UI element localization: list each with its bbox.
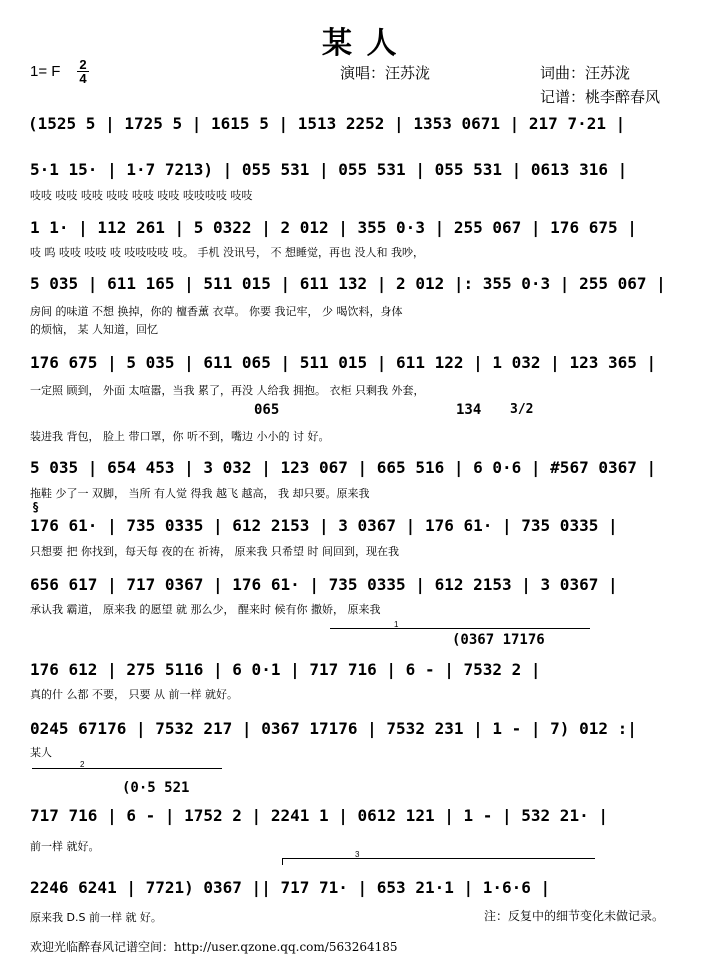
score-row-10: 0245 67176 | 7532 217 | 0367 17176 | 7532 231 | 1 - | 7) 012 :| <box>30 719 637 738</box>
segno-sign: § <box>32 500 40 514</box>
volta-1-notes: (0367 17176 <box>452 632 545 648</box>
volta-label-2: 2 <box>80 760 85 769</box>
score-row-8: 656 617 | 717 0367 | 176 61· | 735 0335 | 612 2153 | 3 0367 | <box>30 575 618 594</box>
alt-notes-134: 134 <box>456 402 482 418</box>
lyric-row-7: 只想要 把 你找到，每天每 夜的在 祈祷， 原来我 只希望 时 间回到，现在我 <box>30 545 399 558</box>
volta-label-1: 1 <box>394 620 399 629</box>
score-row-6: 5 035 | 654 453 | 3 032 | 123 067 | 665 516 | 6 0·6 | #567 0367 | <box>30 458 657 477</box>
score-row-5: 176 675 | 5 035 | 611 065 | 511 015 | 611 122 | 1 032 | 123 365 | <box>30 353 657 372</box>
footer-credit: 欢迎光临醉春风记谱空间：http://user.qzone.qq.com/563264185 <box>30 940 398 954</box>
time-top: 2 <box>79 57 87 72</box>
score-row-11: 717 716 | 6 - | 1752 2 | 2241 1 | 0612 121 | 1 - | 532 21· | <box>30 806 608 825</box>
score-row-9: 176 612 | 275 5116 | 6 0·1 | 717 716 | 6 - | 7532 2 | <box>30 660 541 679</box>
alt-frac-32: 3/2 <box>510 402 534 417</box>
score-row-7: 176 61· | 735 0335 | 612 2153 | 3 0367 | 176 61· | 735 0335 | <box>30 516 618 535</box>
lyric-row-8: 承认我 霸道， 原来我 的愿望 就 那么少， 醒来时 候有你 撒娇， 原来我 <box>30 603 381 616</box>
remark-note: 注：反复中的细节变化未做记录。 <box>484 909 665 923</box>
score-row-12: 2246 6241 | 7721) 0367 || 717 71· | 653 21·1 | 1·6·6 | <box>30 878 551 897</box>
transcriber-credit: 记谱：桃李醉春风 <box>540 88 661 106</box>
lyric-row-6: 拖鞋 少了一 双脚， 当所 有人觉 得我 越飞 越高， 我 却只要。原来我 <box>30 487 370 500</box>
lyric-row-2: 吱吱 吱吱 吱吱 吱吱 吱吱 吱吱 吱吱吱吱 吱吱 <box>30 189 253 202</box>
score-row-2: 5·1 15· | 1·7 7213) | 055 531 | 055 531 | 055 531 | 0613 316 | <box>30 160 628 179</box>
song-title: 某 人 <box>322 26 399 61</box>
volta-bracket-2 <box>32 760 222 775</box>
lyric-row-5b: 装进我 背包， 脸上 带口罩，你 听不到，嘴边 小小的 讨 好。 <box>30 430 330 443</box>
lyric-row-4a: 房间 的味道 不想 换掉，你的 檀香薰 衣草。 你要 我记牢， 少 喝饮料，身体 <box>30 305 403 318</box>
lyric-row-3: 吱 呜 吱吱 吱吱 吱 吱吱吱吱 吱。 手机 没讯号， 不 想睡觉，再也 没人和 我吵， <box>30 246 424 259</box>
lyric-row-5a: 一定照 顾到， 外面 太喧嚣，当我 累了，再没 人给我 拥抱。 衣柜 只剩我 外套， <box>30 384 425 397</box>
volta-label-3: 3 <box>355 850 360 859</box>
score-row-1: (1525 5 | 1725 5 | 1615 5 | 1513 2252 | 1353 0671 | 217 7·21 | <box>28 114 626 133</box>
lyric-row-10: 某人 <box>30 746 52 759</box>
volta-2-notes: (0·5 521 <box>122 780 190 796</box>
lyric-row-4b: 的烦恼， 某 人知道，回忆 <box>30 323 158 336</box>
time-signature <box>77 59 89 84</box>
lyric-row-9: 真的什 么都 不要， 只要 从 前一样 就好。 <box>30 688 238 701</box>
time-bottom: 4 <box>79 71 87 86</box>
singer-credit: 演唱：汪苏泷 <box>340 64 431 82</box>
volta-bracket-3 <box>282 850 595 865</box>
lyric-row-11: 前一样 就好。 <box>30 840 100 853</box>
lyric-row-12: 原来我 D.S 前一样 就 好。 <box>30 911 162 924</box>
score-row-4: 5 035 | 611 165 | 511 015 | 611 132 | 2 012 |: 355 0·3 | 255 067 | <box>30 274 666 293</box>
composer-credit: 词曲：汪苏泷 <box>540 64 631 82</box>
score-row-3: 1 1· | 112 261 | 5 0322 | 2 012 | 355 0·3 | 255 067 | 176 675 | <box>30 218 637 237</box>
key-signature: 1= F <box>30 63 61 80</box>
alt-notes-065: 065 <box>254 402 280 418</box>
